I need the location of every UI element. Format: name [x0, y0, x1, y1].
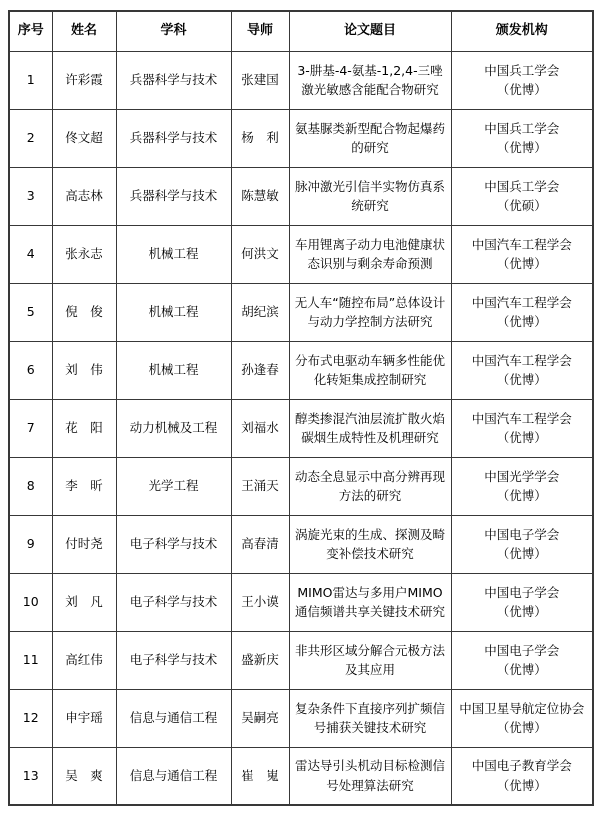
cell-discipline: 电子科学与技术 — [116, 573, 231, 631]
cell-no: 1 — [9, 51, 52, 109]
cell-no: 13 — [9, 747, 52, 805]
cell-discipline: 电子科学与技术 — [116, 515, 231, 573]
header-no: 序号 — [9, 11, 52, 51]
table-header — [9, 11, 593, 51]
header-advisor: 导师 — [231, 11, 289, 51]
cell-advisor: 吴嗣亮 — [231, 689, 289, 747]
cell-issuer — [451, 109, 593, 167]
award-level: （优博） — [496, 372, 547, 387]
cell-advisor: 刘福水 — [231, 399, 289, 457]
award-level: （优博） — [496, 720, 547, 735]
cell-discipline: 兵器科学与技术 — [116, 109, 231, 167]
cell-title: MIMO雷达与多用户MIMO通信频谱共享关键技术研究 — [289, 573, 451, 631]
award-level: （优博） — [496, 256, 547, 271]
cell-title: 氨基脲类新型配合物起爆药的研究 — [289, 109, 451, 167]
cell-advisor: 高春清 — [231, 515, 289, 573]
cell-title: 无人车“随控布局”总体设计与动力学控制方法研究 — [289, 283, 451, 341]
cell-no: 3 — [9, 167, 52, 225]
issuer-name: 中国光学学会 — [484, 468, 560, 484]
cell-no: 8 — [9, 457, 52, 515]
cell-no: 10 — [9, 573, 52, 631]
cell-name: 高志林 — [52, 167, 116, 225]
cell-discipline: 机械工程 — [116, 341, 231, 399]
table-row — [9, 747, 593, 805]
cell-issuer — [451, 283, 593, 341]
cell-issuer — [451, 399, 593, 457]
cell-name: 高红伟 — [52, 631, 116, 689]
issuer-name: 中国汽车工程学会 — [471, 352, 572, 368]
cell-name: 倪 俊 — [52, 283, 116, 341]
cell-advisor: 胡纪滨 — [231, 283, 289, 341]
cell-advisor: 盛新庆 — [231, 631, 289, 689]
cell-issuer — [451, 515, 593, 573]
cell-name: 申宇瑶 — [52, 689, 116, 747]
header-title: 论文题目 — [289, 11, 451, 51]
award-level: （优博） — [496, 546, 547, 561]
issuer-name: 中国汽车工程学会 — [471, 294, 572, 310]
cell-discipline: 信息与通信工程 — [116, 689, 231, 747]
issuer-name: 中国汽车工程学会 — [471, 410, 572, 426]
cell-title: 车用锂离子动力电池健康状态识别与剩余寿命预测 — [289, 225, 451, 283]
award-level: （优博） — [496, 314, 547, 329]
issuer-name: 中国电子学会 — [484, 526, 560, 542]
cell-title: 复杂条件下直接序列扩频信号捕获关键技术研究 — [289, 689, 451, 747]
cell-issuer — [451, 225, 593, 283]
cell-advisor: 何洪文 — [231, 225, 289, 283]
table-row — [9, 167, 593, 225]
cell-name: 吴 爽 — [52, 747, 116, 805]
cell-title: 雷达导引头机动目标检测信号处理算法研究 — [289, 747, 451, 805]
cell-discipline: 动力机械及工程 — [116, 399, 231, 457]
cell-title: 涡旋光束的生成、探测及畸变补偿技术研究 — [289, 515, 451, 573]
cell-no: 7 — [9, 399, 52, 457]
cell-name: 许彩霞 — [52, 51, 116, 109]
table-row — [9, 689, 593, 747]
award-level: （优博） — [496, 662, 547, 677]
cell-issuer — [451, 747, 593, 805]
cell-issuer — [451, 689, 593, 747]
issuer-name: 中国电子学会 — [484, 584, 560, 600]
cell-discipline: 机械工程 — [116, 225, 231, 283]
cell-no: 9 — [9, 515, 52, 573]
cell-name: 刘 凡 — [52, 573, 116, 631]
cell-no: 5 — [9, 283, 52, 341]
cell-title: 非共形区域分解合元极方法及其应用 — [289, 631, 451, 689]
table-row — [9, 457, 593, 515]
cell-name: 付时尧 — [52, 515, 116, 573]
table-body — [9, 51, 593, 805]
issuer-name: 中国汽车工程学会 — [471, 236, 572, 252]
cell-discipline: 光学工程 — [116, 457, 231, 515]
cell-issuer — [451, 51, 593, 109]
cell-name: 张永志 — [52, 225, 116, 283]
table-row — [9, 573, 593, 631]
table-row — [9, 341, 593, 399]
cell-issuer — [451, 167, 593, 225]
cell-advisor: 张建国 — [231, 51, 289, 109]
cell-no: 2 — [9, 109, 52, 167]
cell-name: 花 阳 — [52, 399, 116, 457]
cell-advisor: 陈慧敏 — [231, 167, 289, 225]
award-level: （优博） — [496, 777, 547, 793]
table-row — [9, 51, 593, 109]
cell-title: 3-肼基-4-氨基-1,2,4-三唑激光敏感含能配合物研究 — [289, 51, 451, 109]
table-row — [9, 109, 593, 167]
award-level: （优博） — [496, 488, 547, 503]
table-row — [9, 225, 593, 283]
cell-name: 李 昕 — [52, 457, 116, 515]
cell-discipline: 信息与通信工程 — [116, 747, 231, 805]
issuer-name: 中国兵工学会 — [484, 120, 560, 136]
cell-title: 醇类掺混汽油层流扩散火焰碳烟生成特性及机理研究 — [289, 399, 451, 457]
award-level: （优博） — [496, 430, 547, 445]
cell-name: 刘 伟 — [52, 341, 116, 399]
cell-name: 佟文超 — [52, 109, 116, 167]
cell-title: 动态全息显示中高分辨再现方法的研究 — [289, 457, 451, 515]
award-level: （优博） — [496, 140, 547, 155]
header-issuer: 颁发机构 — [451, 11, 593, 51]
cell-title: 分布式电驱动车辆多性能优化转矩集成控制研究 — [289, 341, 451, 399]
cell-discipline: 电子科学与技术 — [116, 631, 231, 689]
issuer-name: 中国电子学会 — [484, 642, 560, 658]
award-level: （优硕） — [496, 198, 547, 213]
table-row — [9, 283, 593, 341]
award-level: （优博） — [496, 604, 547, 619]
header-discipline: 学科 — [116, 11, 231, 51]
cell-discipline: 兵器科学与技术 — [116, 51, 231, 109]
cell-issuer — [451, 341, 593, 399]
cell-no: 6 — [9, 341, 52, 399]
table-row — [9, 515, 593, 573]
issuer-name: 中国电子教育学会 — [471, 758, 572, 774]
cell-issuer — [451, 457, 593, 515]
cell-issuer — [451, 573, 593, 631]
table-row — [9, 399, 593, 457]
cell-advisor: 杨 利 — [231, 109, 289, 167]
cell-issuer — [451, 631, 593, 689]
cell-advisor: 王小谟 — [231, 573, 289, 631]
cell-advisor: 王涌天 — [231, 457, 289, 515]
cell-title: 脉冲激光引信半实物仿真系统研究 — [289, 167, 451, 225]
issuer-name: 中国兵工学会 — [484, 62, 560, 78]
issuer-name: 中国卫星导航定位协会 — [459, 700, 585, 716]
cell-no: 4 — [9, 225, 52, 283]
thesis-award-table — [8, 10, 594, 806]
header-name: 姓名 — [52, 11, 116, 51]
cell-discipline: 机械工程 — [116, 283, 231, 341]
issuer-name: 中国兵工学会 — [484, 178, 560, 194]
cell-no: 12 — [9, 689, 52, 747]
cell-discipline: 兵器科学与技术 — [116, 167, 231, 225]
cell-advisor: 孙逢春 — [231, 341, 289, 399]
table-row — [9, 631, 593, 689]
cell-no: 11 — [9, 631, 52, 689]
header-row — [9, 11, 593, 51]
award-level: （优博） — [496, 82, 547, 97]
cell-advisor: 崔 嵬 — [231, 747, 289, 805]
